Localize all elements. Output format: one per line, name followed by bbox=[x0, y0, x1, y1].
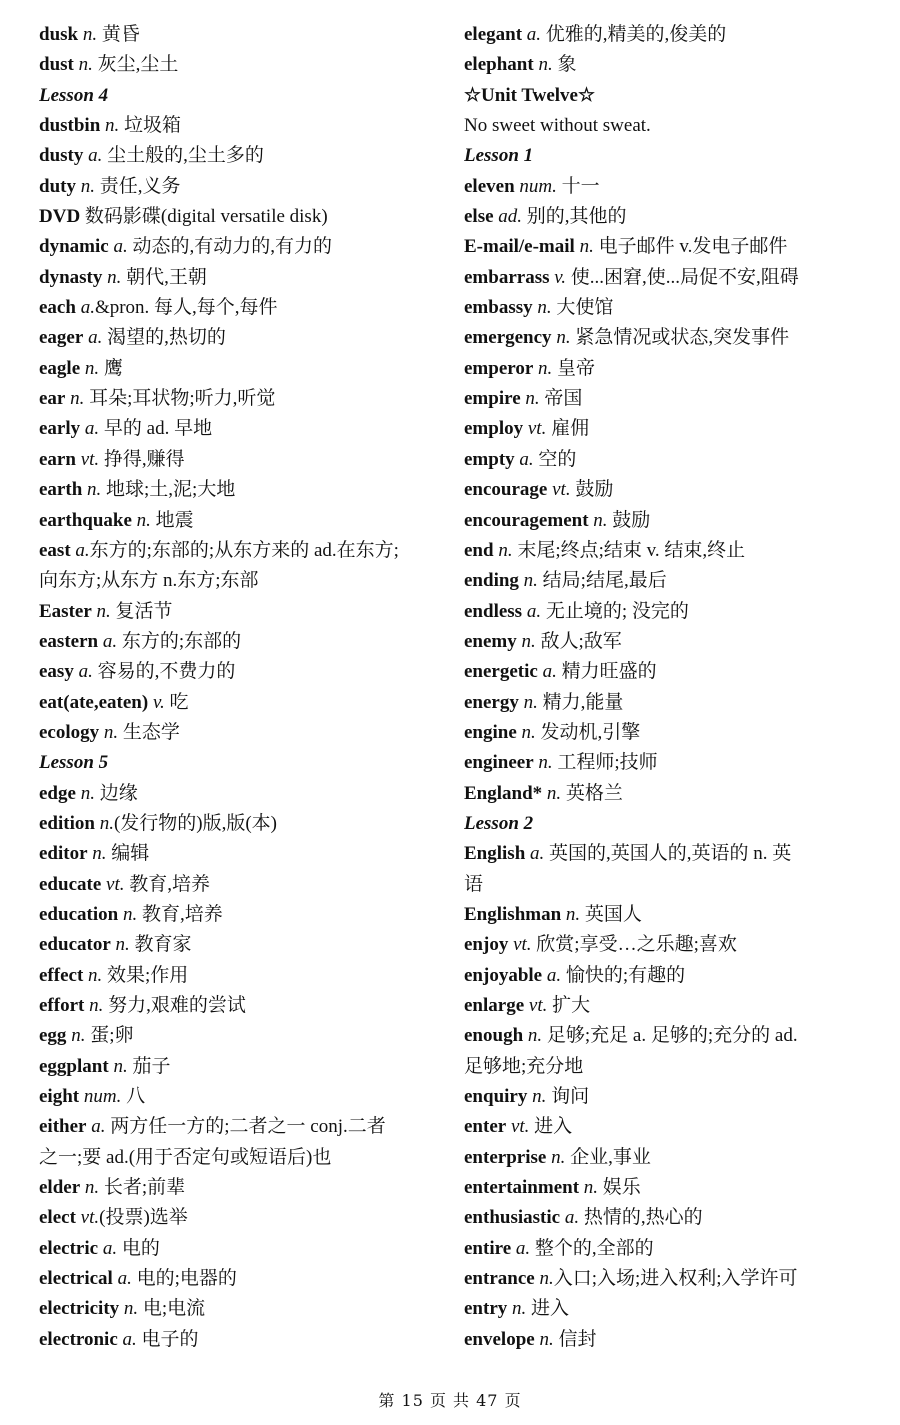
entry-line: duty n. 责任,义务 bbox=[39, 175, 181, 197]
entry-line: else ad. 别的,其他的 bbox=[464, 206, 627, 228]
unit-heading: ☆Unit Twelve☆ bbox=[464, 84, 595, 106]
entry-line: E-mail/e-mail n. 电子邮件 v.发电子邮件 bbox=[464, 236, 788, 258]
entry-line: eight num. 八 bbox=[39, 1086, 146, 1108]
entry-line: dynasty n. 朝代,王朝 bbox=[39, 266, 207, 288]
lesson-heading: Lesson 1 bbox=[464, 145, 534, 167]
entry-line: embarrass v. 使...困窘,使...局促不安,阻碍 bbox=[464, 266, 799, 288]
entry-line: encouragement n. 鼓励 bbox=[464, 509, 651, 531]
entry-line: enquiry n. 询问 bbox=[464, 1086, 590, 1108]
entry-line: each a.&pron. 每人,每个,每件 bbox=[39, 297, 278, 319]
page-footer: 第 15 页 共 47 页 bbox=[378, 1391, 522, 1410]
entry-continuation: 向东方;从东方 n.东方;东部 bbox=[39, 570, 259, 592]
entry-line: enjoy vt. 欣赏;享受…之乐趣;喜欢 bbox=[464, 934, 737, 956]
entry-line: end n. 末尾;终点;结束 v. 结束,终止 bbox=[464, 539, 746, 561]
entry-line: either a. 两方任一方的;二者之一 conj.二者 bbox=[39, 1116, 386, 1138]
entry-line: electronic a. 电子的 bbox=[39, 1328, 199, 1350]
entry-line: eagle n. 鹰 bbox=[39, 357, 123, 379]
entry-line: elect vt.(投票)选举 bbox=[39, 1207, 188, 1229]
entry-line: dust n. 灰尘,尘土 bbox=[39, 54, 179, 76]
entry-line: eggplant n. 茄子 bbox=[39, 1055, 171, 1077]
entry-continuation: 语 bbox=[464, 873, 484, 895]
entry-line: enthusiastic a. 热情的,热心的 bbox=[464, 1207, 703, 1229]
entry-line: edition n.(发行物的)版,版(本) bbox=[39, 812, 278, 834]
entry-line: dusk n. 黄昏 bbox=[39, 24, 140, 45]
entry-line: envelope n. 信封 bbox=[464, 1328, 597, 1350]
lesson-heading: Lesson 5 bbox=[39, 752, 109, 774]
entry-line: energy n. 精力,能量 bbox=[464, 691, 624, 713]
entry-line: emergency n. 紧急情况或状态,突发事件 bbox=[464, 327, 790, 349]
entry-continuation: 足够地;充分地 bbox=[464, 1055, 584, 1077]
entry-line: enterprise n. 企业,事业 bbox=[464, 1146, 651, 1168]
entry-line: Englishman n. 英国人 bbox=[464, 903, 642, 925]
lesson-heading: Lesson 2 bbox=[464, 812, 534, 834]
entry-line: earn vt. 挣得,赚得 bbox=[39, 448, 185, 470]
entry-line: dusty a. 尘土般的,尘土多的 bbox=[39, 145, 264, 167]
entry-line: emperor n. 皇帝 bbox=[464, 357, 596, 379]
entry-line: edge n. 边缘 bbox=[39, 782, 138, 804]
entry-line: eleven num. 十一 bbox=[464, 175, 600, 197]
entry-line: ear n. 耳朵;耳状物;听力,听觉 bbox=[39, 388, 276, 410]
entry-line: enlarge vt. 扩大 bbox=[464, 995, 591, 1016]
entry-line: entrance n.入口;入场;进入权利;入学许可 bbox=[464, 1268, 798, 1290]
entry-line: dynamic a. 动态的,有动力的,有力的 bbox=[39, 236, 332, 258]
entry-line: effort n. 努力,艰难的尝试 bbox=[39, 995, 246, 1016]
entry-line: engineer n. 工程师;技师 bbox=[464, 752, 658, 774]
entry-line: easy a. 容易的,不费力的 bbox=[39, 661, 236, 683]
entry-line: ecology n. 生态学 bbox=[39, 721, 180, 743]
entry-line: empire n. 帝国 bbox=[464, 388, 583, 410]
entry-line: endless a. 无止境的; 没完的 bbox=[464, 600, 689, 622]
entry-line: earth n. 地球;土,泥;大地 bbox=[39, 479, 236, 501]
entry-line: entertainment n. 娱乐 bbox=[464, 1177, 641, 1199]
entry-line: elegant a. 优雅的,精美的,俊美的 bbox=[464, 24, 727, 45]
entry-line: embassy n. 大使馆 bbox=[464, 297, 614, 319]
entry-line: ending n. 结局;结尾,最后 bbox=[464, 570, 667, 592]
entry-line: enjoyable a. 愉快的;有趣的 bbox=[464, 964, 686, 986]
entry-line: eager a. 渴望的,热切的 bbox=[39, 327, 226, 349]
entry-line: enter vt. 进入 bbox=[464, 1116, 573, 1138]
entry-line: eastern a. 东方的;东部的 bbox=[39, 630, 242, 652]
entry-line: electrical a. 电的;电器的 bbox=[39, 1268, 237, 1290]
entry-line: DVD 数码影碟(digital versatile disk) bbox=[39, 206, 328, 228]
entry-line: educator n. 教育家 bbox=[39, 934, 192, 956]
entry-line: effect n. 效果;作用 bbox=[39, 964, 189, 986]
lesson-heading: Lesson 4 bbox=[39, 84, 109, 106]
entry-line: eat(ate,eaten) v. 吃 bbox=[39, 691, 189, 713]
entry-line: egg n. 蛋;卵 bbox=[39, 1025, 134, 1047]
entry-line: energetic a. 精力旺盛的 bbox=[464, 661, 657, 683]
entry-line: elder n. 长者;前辈 bbox=[39, 1177, 186, 1199]
unit-motto: No sweet without sweat. bbox=[464, 115, 651, 137]
entry-line: educate vt. 教育,培养 bbox=[39, 873, 210, 895]
entry-line: entire a. 整个的,全部的 bbox=[464, 1237, 654, 1259]
entry-continuation: 之一;要 ad.(用于否定句或短语后)也 bbox=[39, 1146, 332, 1168]
entry-line: encourage vt. 鼓励 bbox=[464, 479, 614, 501]
entry-line: England* n. 英格兰 bbox=[464, 782, 623, 804]
entry-line: enough n. 足够;充足 a. 足够的;充分的 ad. bbox=[464, 1025, 798, 1047]
right-column bbox=[464, 20, 864, 1355]
entry-line: employ vt. 雇佣 bbox=[464, 418, 590, 440]
entry-line: elephant n. 象 bbox=[464, 54, 577, 76]
entry-line: education n. 教育,培养 bbox=[39, 903, 223, 925]
entry-line: east a.东方的;东部的;从东方来的 ad.在东方; bbox=[39, 539, 399, 561]
entry-line: editor n. 编辑 bbox=[39, 843, 150, 865]
entry-line: electricity n. 电;电流 bbox=[39, 1298, 206, 1320]
entry-line: empty a. 空的 bbox=[464, 448, 577, 470]
entry-line: enemy n. 敌人;敌军 bbox=[464, 630, 622, 652]
left-column bbox=[39, 20, 439, 1355]
entry-line: electric a. 电的 bbox=[39, 1237, 160, 1259]
entry-line: English a. 英国的,英国人的,英语的 n. 英 bbox=[464, 843, 792, 865]
entry-line: entry n. 进入 bbox=[464, 1298, 570, 1320]
entry-line: dustbin n. 垃圾箱 bbox=[39, 115, 182, 137]
entry-line: early a. 早的 ad. 早地 bbox=[39, 418, 213, 440]
entry-line: engine n. 发动机,引擎 bbox=[464, 721, 641, 743]
entry-line: Easter n. 复活节 bbox=[39, 600, 173, 622]
entry-line: earthquake n. 地震 bbox=[39, 509, 194, 531]
